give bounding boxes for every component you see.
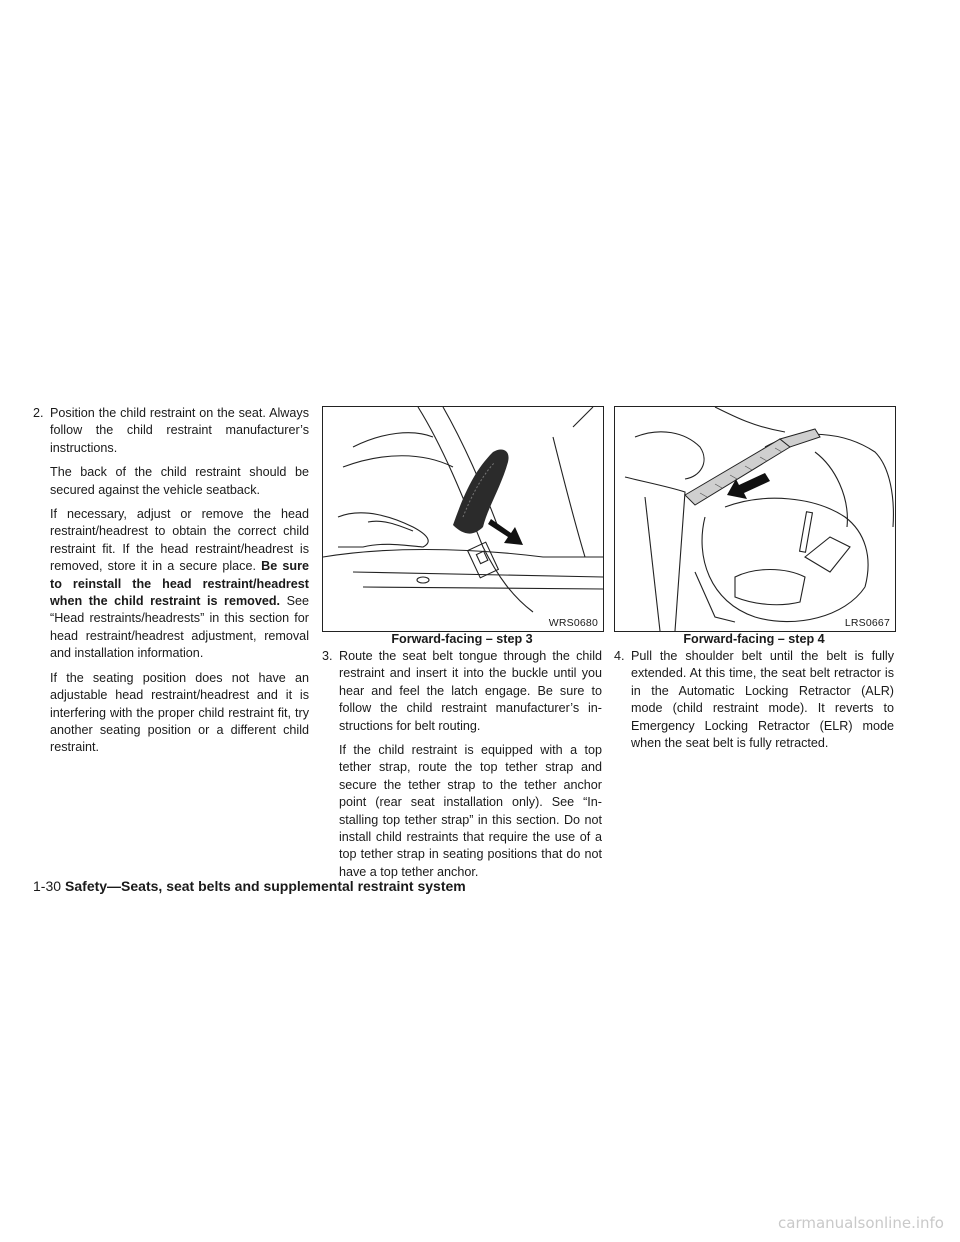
step-text: Route the seat belt tongue through the child restraint and insert it into the buckle until you hear and feel the latch engage. Be sure to follow the child restraint manufacturer’s instructions for belt routing. [339, 649, 602, 733]
cross-reference-text: See “Head restraints/headrests” in this section for head restraint/headrest adjustment, removal and installation information. [50, 594, 310, 661]
page-number: 1-30 [33, 878, 62, 894]
paragraph: If the seating position does not have an adjustable head restraint/headrest and it is interfering with the proper child restraint fit, try another seating position or a different child restraint. [50, 670, 309, 755]
shoulder-belt-illustration [615, 407, 895, 631]
figure-forward-facing-step-4 [614, 406, 896, 632]
paragraph: If the child restraint is equipped with a top tether strap, route the top tether strap and secure the tether strap to the tether anchor point (rear seat installation only). See “Installing top tether strap” in this section. Do not install child restraints that require the use of a top tether strap in seating positions that do not have a top tether anchor. [339, 743, 602, 879]
figure-code: WRS0680 [548, 617, 598, 629]
left-column [33, 405, 309, 764]
right-column [614, 648, 894, 759]
step-3 [322, 648, 602, 735]
step-number: 2. [33, 406, 44, 420]
seat-belt-buckle-illustration [323, 407, 603, 631]
step-number: 3. [322, 649, 333, 663]
section-title: Safety—Seats, seat belts and supplemental restraint system [65, 878, 466, 894]
step-text: Pull the shoulder belt until the belt is fully extended. At this time, the seat belt retractor is in the Automatic Locking Retractor (ALR) mode (child restraint mode). It reverts to Emergency Locking Retractor (ELR) mode when the seat belt is fully retracted. [631, 649, 894, 751]
paragraph [50, 506, 309, 663]
step-4 [614, 648, 894, 752]
figure-caption: Forward-facing – step 4 [683, 632, 825, 646]
step-number: 4. [614, 649, 625, 663]
paragraph-text: If necessary, adjust or remove the head restraint/headrest to obtain the correct child restraint fit. If the head restraint/headrest is removed, store it in a secure place. [50, 507, 309, 574]
page-footer [33, 878, 466, 894]
figure-code: LRS0667 [844, 617, 890, 629]
step-text: Position the child restraint on the seat. Always follow the child restraint manufacturer’s instructions. [50, 406, 309, 455]
step-2 [33, 405, 309, 457]
warning-text: Be sure to reinstall the head restraint/headrest when the child restraint is removed. [50, 559, 310, 609]
watermark: carmanualsonline.info [778, 1214, 944, 1232]
figure-forward-facing-step-3 [322, 406, 604, 632]
middle-column [322, 648, 602, 888]
figure-caption: Forward-facing – step 3 [391, 632, 533, 646]
paragraph: The back of the child restraint should be secured against the vehicle seatback. [50, 465, 309, 497]
